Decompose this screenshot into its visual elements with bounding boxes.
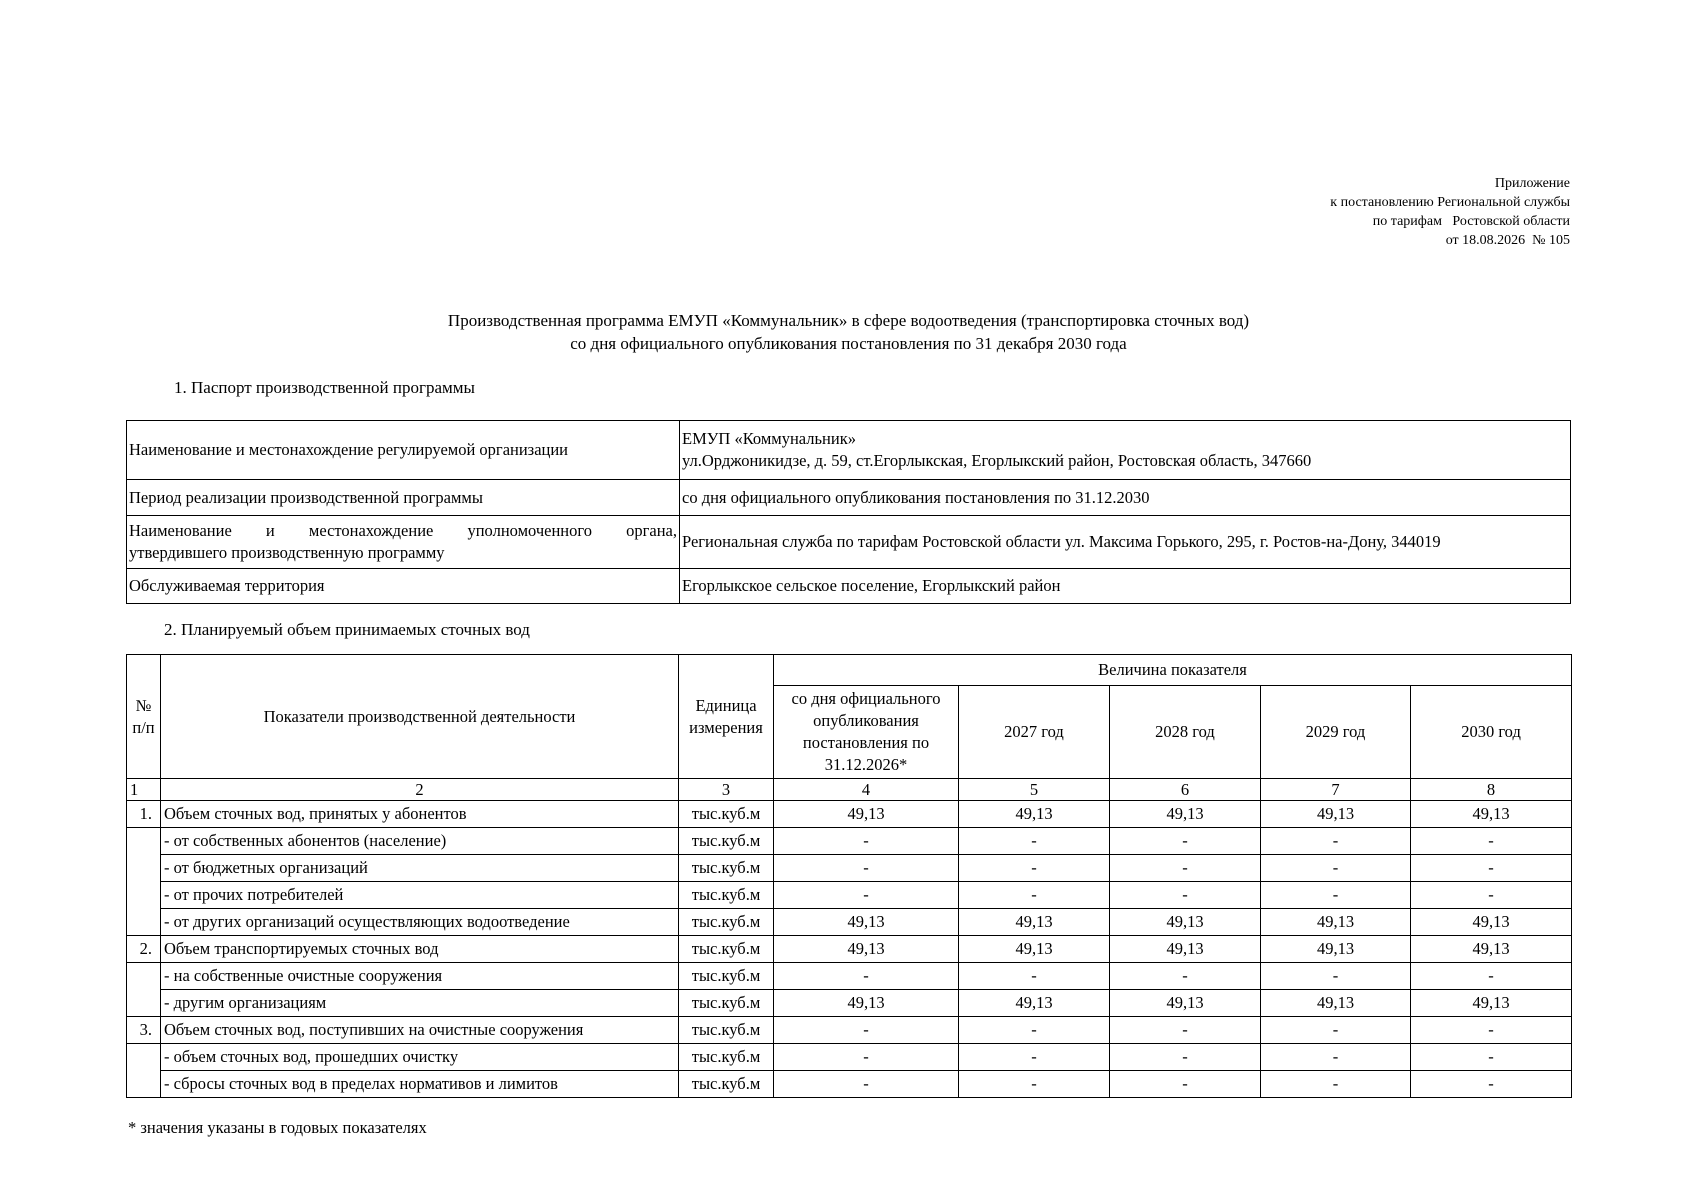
row-value: - [1110, 963, 1261, 990]
row-value: - [1261, 882, 1411, 909]
row-indicator: - на собственные очистные сооружения [161, 963, 679, 990]
row-unit: тыс.куб.м [679, 1071, 774, 1098]
header-row [127, 655, 1572, 686]
row-value: - [959, 882, 1110, 909]
column-number: 7 [1261, 779, 1411, 801]
table-row [127, 1071, 1572, 1098]
row-value: 49,13 [1411, 801, 1572, 828]
row-value: - [1110, 882, 1261, 909]
row-indicator: - другим организациям [161, 990, 679, 1017]
row-value: - [1110, 855, 1261, 882]
row-value: - [1411, 1071, 1572, 1098]
row-value: - [1411, 855, 1572, 882]
row-value: - [1261, 855, 1411, 882]
row-value: 49,13 [774, 936, 959, 963]
row-value: - [774, 855, 959, 882]
passport-row [127, 421, 1571, 480]
row-value: - [774, 1017, 959, 1044]
row-indicator: - от прочих потребителей [161, 882, 679, 909]
title-line-2: со дня официального опубликования постановления по 31 декабря 2030 года [570, 334, 1127, 353]
header-period: 2028 год [1110, 686, 1261, 779]
column-number: 1 [127, 779, 161, 801]
passport-row [127, 480, 1571, 516]
row-value: - [959, 855, 1110, 882]
row-value: - [1110, 828, 1261, 855]
table-row [127, 1044, 1572, 1071]
row-value: - [1411, 963, 1572, 990]
footnote: * значения указаны в годовых показателях [128, 1118, 427, 1137]
passport-label: Обслуживаемая территория [127, 569, 680, 604]
row-value: 49,13 [1110, 801, 1261, 828]
row-value: - [959, 1044, 1110, 1071]
header-value-group: Величина показателя [774, 655, 1572, 686]
row-value: - [1261, 1017, 1411, 1044]
column-number-row [127, 779, 1572, 801]
table-row [127, 963, 1572, 990]
row-value: 49,13 [959, 801, 1110, 828]
row-value: - [774, 882, 959, 909]
row-value: - [774, 1044, 959, 1071]
row-number: 2. [127, 936, 161, 963]
volumes-table [126, 654, 1572, 1098]
row-value: 49,13 [774, 990, 959, 1017]
row-unit: тыс.куб.м [679, 828, 774, 855]
appendix-line: к постановлению Региональной службы [1330, 195, 1570, 210]
row-value: 49,13 [1261, 936, 1411, 963]
row-value: 49,13 [1110, 909, 1261, 936]
column-number: 4 [774, 779, 959, 801]
row-value: - [1411, 1017, 1572, 1044]
column-number: 3 [679, 779, 774, 801]
row-value: 49,13 [1411, 909, 1572, 936]
passport-table [126, 420, 1571, 604]
header-no: № п/п [127, 655, 161, 779]
row-value: 49,13 [959, 990, 1110, 1017]
table-row [127, 882, 1572, 909]
passport-label-line: Наименование и местонахождение уполномоченного органа, [129, 521, 677, 540]
row-value: - [1110, 1044, 1261, 1071]
row-number: 3. [127, 1017, 161, 1044]
column-number: 5 [959, 779, 1110, 801]
passport-value-line: ЕМУП «Коммунальник» [682, 429, 856, 448]
appendix-block [1330, 174, 1570, 250]
column-number: 6 [1110, 779, 1261, 801]
row-value: - [1261, 1044, 1411, 1071]
table-row [127, 936, 1572, 963]
passport-value: Региональная служба по тарифам Ростовской области ул. Максима Горького, 295, г. Ростов-на-Дону, 344019 [680, 516, 1571, 569]
row-unit: тыс.куб.м [679, 855, 774, 882]
row-value: - [774, 828, 959, 855]
row-value: - [959, 1017, 1110, 1044]
passport-label: Наименование и местонахождение регулируемой организации [127, 421, 680, 480]
row-value: - [959, 828, 1110, 855]
passport-value: Егорлыкское сельское поселение, Егорлыкский район [680, 569, 1571, 604]
passport-label-line: утвердившего производственную программу [129, 543, 445, 562]
row-value: - [1261, 828, 1411, 855]
header-period: со дня официального опубликования постановления по 31.12.2026* [774, 686, 959, 779]
row-value: 49,13 [1261, 801, 1411, 828]
row-value: - [1110, 1071, 1261, 1098]
row-unit: тыс.куб.м [679, 882, 774, 909]
row-value: 49,13 [1411, 936, 1572, 963]
row-value: 49,13 [1411, 990, 1572, 1017]
passport-value: со дня официального опубликования постановления по 31.12.2030 [680, 480, 1571, 516]
table-row [127, 801, 1572, 828]
header-unit: Единица измерения [679, 655, 774, 779]
table-row [127, 828, 1572, 855]
column-number: 2 [161, 779, 679, 801]
row-value: 49,13 [959, 909, 1110, 936]
row-indicator: - от собственных абонентов (население) [161, 828, 679, 855]
row-indicator: - от других организаций осуществляющих водоотведение [161, 909, 679, 936]
section-1-heading: 1. Паспорт производственной программы [174, 378, 475, 397]
row-value: - [959, 1071, 1110, 1098]
section-2-heading: 2. Планируемый объем принимаемых сточных вод [164, 620, 530, 639]
row-number [127, 828, 161, 936]
row-indicator: - объем сточных вод, прошедших очистку [161, 1044, 679, 1071]
header-period: 2030 год [1411, 686, 1572, 779]
passport-label: Период реализации производственной программы [127, 480, 680, 516]
header-period: 2027 год [959, 686, 1110, 779]
passport-label [127, 516, 680, 569]
row-value: 49,13 [959, 936, 1110, 963]
table-row [127, 855, 1572, 882]
passport-value [680, 421, 1571, 480]
column-number: 8 [1411, 779, 1572, 801]
row-unit: тыс.куб.м [679, 963, 774, 990]
row-unit: тыс.куб.м [679, 909, 774, 936]
row-indicator: Объем транспортируемых сточных вод [161, 936, 679, 963]
row-value: 49,13 [1110, 936, 1261, 963]
title-line-1: Производственная программа ЕМУП «Коммунальник» в сфере водоотведения (транспортировка сточных вод) [447, 311, 1250, 330]
row-unit: тыс.куб.м [679, 801, 774, 828]
row-value: 49,13 [774, 909, 959, 936]
row-number [127, 1044, 161, 1098]
row-indicator: Объем сточных вод, поступивших на очистные сооружения [161, 1017, 679, 1044]
row-value: 49,13 [1261, 909, 1411, 936]
row-value: - [774, 1071, 959, 1098]
appendix-line: по тарифам Ростовской области [1372, 214, 1570, 229]
row-indicator: - от бюджетных организаций [161, 855, 679, 882]
row-number [127, 963, 161, 1017]
row-value: - [1110, 1017, 1261, 1044]
row-value: - [1411, 828, 1572, 855]
row-value: - [1261, 1071, 1411, 1098]
row-value: 49,13 [1110, 990, 1261, 1017]
header-indicator: Показатели производственной деятельности [161, 655, 679, 779]
row-value: - [1411, 1044, 1572, 1071]
row-value: 49,13 [1261, 990, 1411, 1017]
passport-value-line: ул.Орджоникидзе, д. 59, ст.Егорлыкская, Егорлыкский район, Ростовская область, 347660 [682, 451, 1312, 470]
row-indicator: Объем сточных вод, принятых у абонентов [161, 801, 679, 828]
row-value: - [1411, 882, 1572, 909]
row-unit: тыс.куб.м [679, 990, 774, 1017]
document-title [126, 309, 1571, 355]
header-period: 2029 год [1261, 686, 1411, 779]
row-value: 49,13 [774, 801, 959, 828]
row-value: - [774, 963, 959, 990]
table-row [127, 1017, 1572, 1044]
table-row [127, 909, 1572, 936]
row-indicator: - сбросы сточных вод в пределах нормативов и лимитов [161, 1071, 679, 1098]
row-unit: тыс.куб.м [679, 1017, 774, 1044]
row-value: - [959, 963, 1110, 990]
passport-row [127, 516, 1571, 569]
row-unit: тыс.куб.м [679, 936, 774, 963]
row-number: 1. [127, 801, 161, 828]
row-unit: тыс.куб.м [679, 1044, 774, 1071]
row-value: - [1261, 963, 1411, 990]
appendix-line: от 18.08.2026 № 105 [1445, 233, 1570, 248]
passport-row [127, 569, 1571, 604]
appendix-line: Приложение [1494, 176, 1570, 191]
table-row [127, 990, 1572, 1017]
